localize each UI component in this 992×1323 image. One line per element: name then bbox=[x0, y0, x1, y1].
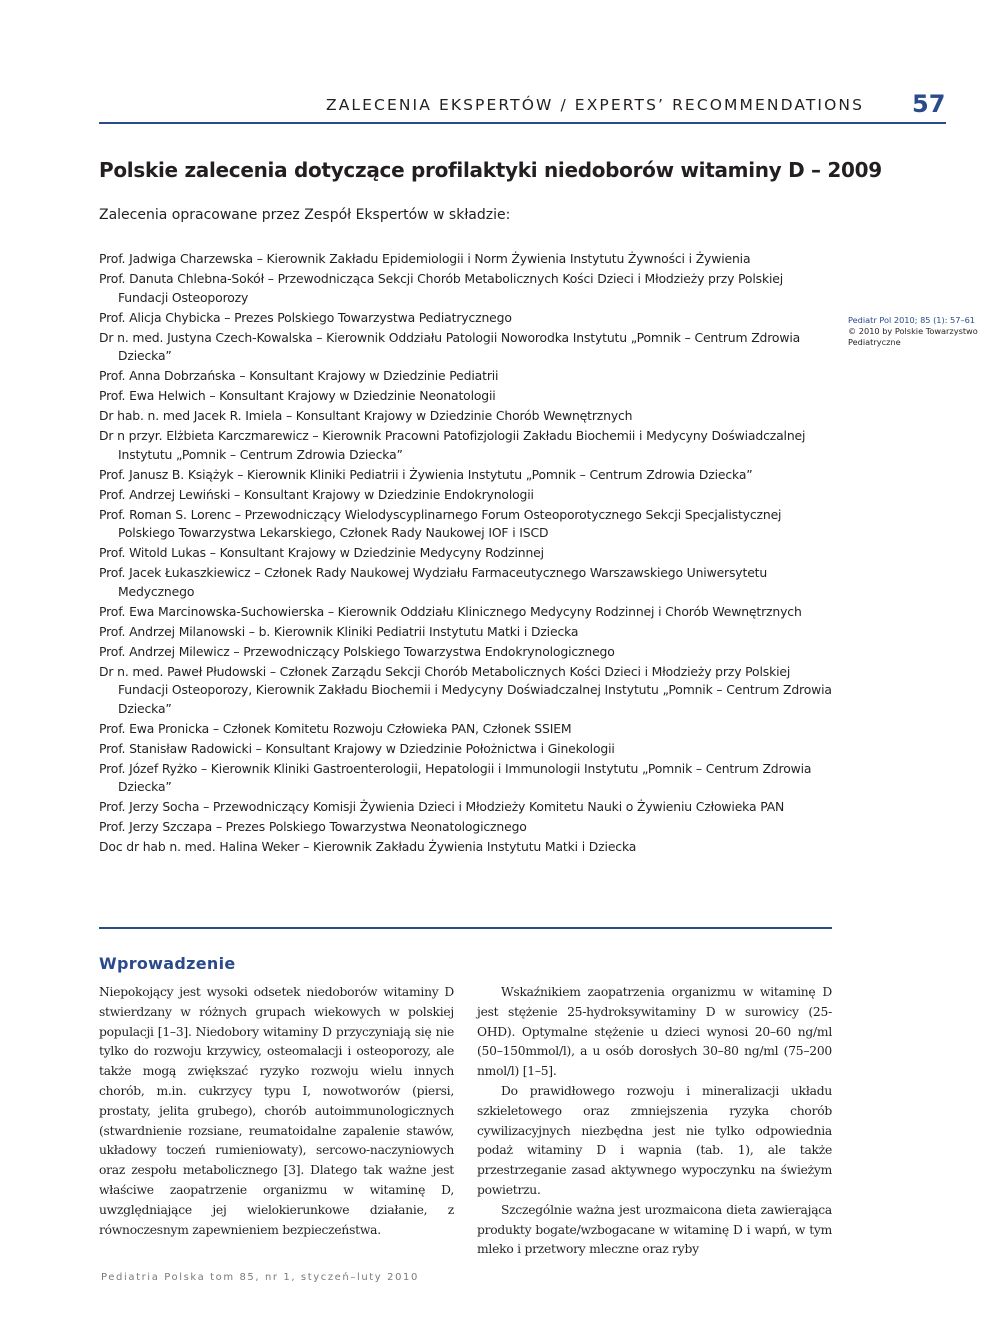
citation-sidenote bbox=[848, 315, 978, 347]
expert-list bbox=[99, 250, 834, 858]
expert-item: Doc dr hab n. med. Halina Weker – Kierownik Zakładu Żywienia Instytutu Matki i Dziecka bbox=[99, 839, 637, 854]
expert-item: Prof. Jerzy Szczapa – Prezes Polskiego Towarzystwa Neonatologicznego bbox=[99, 819, 527, 834]
copyright-note: © 2010 by Polskie Towarzystwo Pediatryczne bbox=[848, 325, 978, 347]
body-column-left bbox=[99, 983, 454, 1240]
article-title: Polskie zalecenia dotyczące profilaktyki niedoborów witaminy D – 2009 bbox=[99, 158, 882, 182]
expert-item: Prof. Jerzy Socha – Przewodniczący Komisji Żywienia Dzieci i Młodzieży Komitetu Nauki o Żywieniu Człowieka PAN bbox=[99, 799, 785, 814]
expert-item: Dr hab. n. med Jacek R. Imiela – Konsultant Krajowy w Dziedzinie Chorób Wewnętrznych bbox=[99, 408, 633, 423]
expert-item: Prof. Janusz B. Książyk – Kierownik Kliniki Pediatrii i Żywienia Instytutu „Pomnik – Centrum Zdrowia Dziecka” bbox=[99, 466, 753, 482]
expert-item: Dr n przyr. Elżbieta Karczmarewicz – Kierownik Pracowni Patofizjologii Zakładu Biochemii i Medycyny Doświadczalnej Instytutu „Pomnik – Centrum Zdrowia Dziecka” bbox=[99, 428, 806, 462]
journal-reference: Pediatr Pol 2010; 85 (1): 57–61 bbox=[848, 315, 975, 325]
section-divider bbox=[99, 927, 832, 929]
running-header-section: ZALECENIA EKSPERTÓW / EXPERTS’ RECOMMENDATIONS bbox=[326, 96, 865, 114]
header-divider bbox=[99, 122, 946, 124]
page-footer: Pediatria Polska tom 85, nr 1, styczeń–luty 2010 bbox=[101, 1272, 419, 1283]
expert-item: Prof. Alicja Chybicka – Prezes Polskiego Towarzystwa Pediatrycznego bbox=[99, 309, 512, 325]
expert-item: Dr n. med. Justyna Czech-Kowalska – Kierownik Oddziału Patologii Noworodka Instytutu „Pomnik – Centrum Zdrowia Dziecka” bbox=[99, 329, 801, 363]
expert-item: Prof. Ewa Marcinowska-Suchowierska – Kierownik Oddziału Klinicznego Medycyny Rodzinnej i Chorób Wewnętrznych bbox=[99, 603, 802, 619]
expert-item: Prof. Anna Dobrzańska – Konsultant Krajowy w Dziedzinie Pediatrii bbox=[99, 368, 499, 383]
expert-item: Prof. Andrzej Lewiński – Konsultant Krajowy w Dziedzinie Endokrynologii bbox=[99, 486, 534, 502]
expert-item: Prof. Stanisław Radowicki – Konsultant Krajowy w Dziedzinie Położnictwa i Ginekologii bbox=[99, 740, 615, 756]
expert-item: Prof. Andrzej Milanowski – b. Kierownik Kliniki Pediatrii Instytutu Matki i Dziecka bbox=[99, 623, 579, 639]
section-heading: Wprowadzenie bbox=[99, 954, 236, 973]
expert-item: Prof. Jacek Łukaszkiewicz – Członek Rady Naukowej Wydziału Farmaceutycznego Warszawskiego Uniwersytetu Medycznego bbox=[99, 565, 768, 599]
body-paragraph: Wskaźnikiem zaopatrzenia organizmu w witaminę D jest stężenie 25-hydroksywitaminy D w surowicy (25-OHD). Optymalne stężenie u dzieci wynosi 20–60 ng/ml (50–150mmol/l), a u osób dorosłych 30–80 ng/ml (75–200 nmol/l) [1–5]. bbox=[477, 985, 832, 1079]
expert-item: Prof. Ewa Pronicka – Członek Komitetu Rozwoju Człowieka PAN, Członek SSIEM bbox=[99, 720, 572, 736]
expert-item: Prof. Ewa Helwich – Konsultant Krajowy w Dziedzinie Neonatologii bbox=[99, 388, 496, 403]
expert-item: Prof. Roman S. Lorenc – Przewodniczący Wielodyscyplinarnego Forum Osteoporotycznego Sekcji Specjalistycznej Polskiego Towarzystwa Lekarskiego, Członek Rady Naukowej IOF i ISCD bbox=[99, 506, 782, 540]
expert-item: Prof. Danuta Chlebna-Sokół – Przewodnicząca Sekcji Chorób Metabolicznych Kości Dzieci i Młodzieży przy Polskiej Fundacji Osteoporozy bbox=[99, 271, 784, 305]
body-column-right bbox=[477, 983, 832, 1260]
body-paragraph: Niepokojący jest wysoki odsetek niedoborów witaminy D stwierdzany w różnych grupach wiekowych w polskiej populacji [1–3]. Niedobory witaminy D przyczyniają się nie tylko do rozwoju krzywicy, osteomalacji i osteoporozy, ale także mogą zwiększać ryzyko rozwoju wielu innych chorób, m.in. cukrzycy typu I, nowotworów (piersi, prostaty, jelita grubego), chorób autoimmunologicznych (stwardnienie rozsiane, reumatoidalne zapalenie stawów, układowy toczeń rumieniowaty), sercowo-naczyniowych oraz zespołu metabolicznego [3]. Dlatego tak ważne jest właściwe zaopatrzenie organizmu w witaminę D, uwzględniające jej wielokierunkowe działanie, z równoczesnym zapewnieniem bezpieczeństwa. bbox=[99, 985, 454, 1237]
expert-item: Prof. Witold Lukas – Konsultant Krajowy w Dziedzinie Medycyny Rodzinnej bbox=[99, 545, 544, 560]
expert-item: Prof. Józef Ryżko – Kierownik Kliniki Gastroenterologii, Hepatologii i Immunologii Instytutu „Pomnik – Centrum Zdrowia Dziecka” bbox=[99, 760, 812, 794]
article-subtitle: Zalecenia opracowane przez Zespół Ekspertów w składzie: bbox=[99, 207, 511, 223]
expert-item: Dr n. med. Paweł Płudowski – Członek Zarządu Sekcji Chorób Metabolicznych Kości Dzieci i Młodzieży przy Polskiej Fundacji Osteoporozy, Kierownik Zakładu Biochemii i Medycyny Doświadczalnej Instytutu „Pomnik – Centrum Zdrowia Dziecka” bbox=[99, 663, 832, 716]
page-number: 57 bbox=[912, 90, 946, 118]
body-paragraph: Do prawidłowego rozwoju i mineralizacji układu szkieletowego oraz zmniejszenia ryzyka chorób cywilizacyjnych niezbędna jest nie tylko odpowiednia podaż witaminy D i wapnia (tab. 1), ale także przestrzeganie zasad aktywnego wypoczynku na świeżym powietrzu. bbox=[477, 1083, 832, 1197]
body-paragraph: Szczególnie ważna jest urozmaicona dieta zawierająca produkty bogate/wzbogacane w witaminę D i wapń, w tym mleko i przetwory mleczne oraz ryby bbox=[477, 1202, 832, 1257]
expert-item: Prof. Andrzej Milewicz – Przewodniczący Polskiego Towarzystwa Endokrynologicznego bbox=[99, 643, 615, 659]
expert-item: Prof. Jadwiga Charzewska – Kierownik Zakładu Epidemiologii i Norm Żywienia Instytutu Żywności i Żywienia bbox=[99, 251, 751, 266]
